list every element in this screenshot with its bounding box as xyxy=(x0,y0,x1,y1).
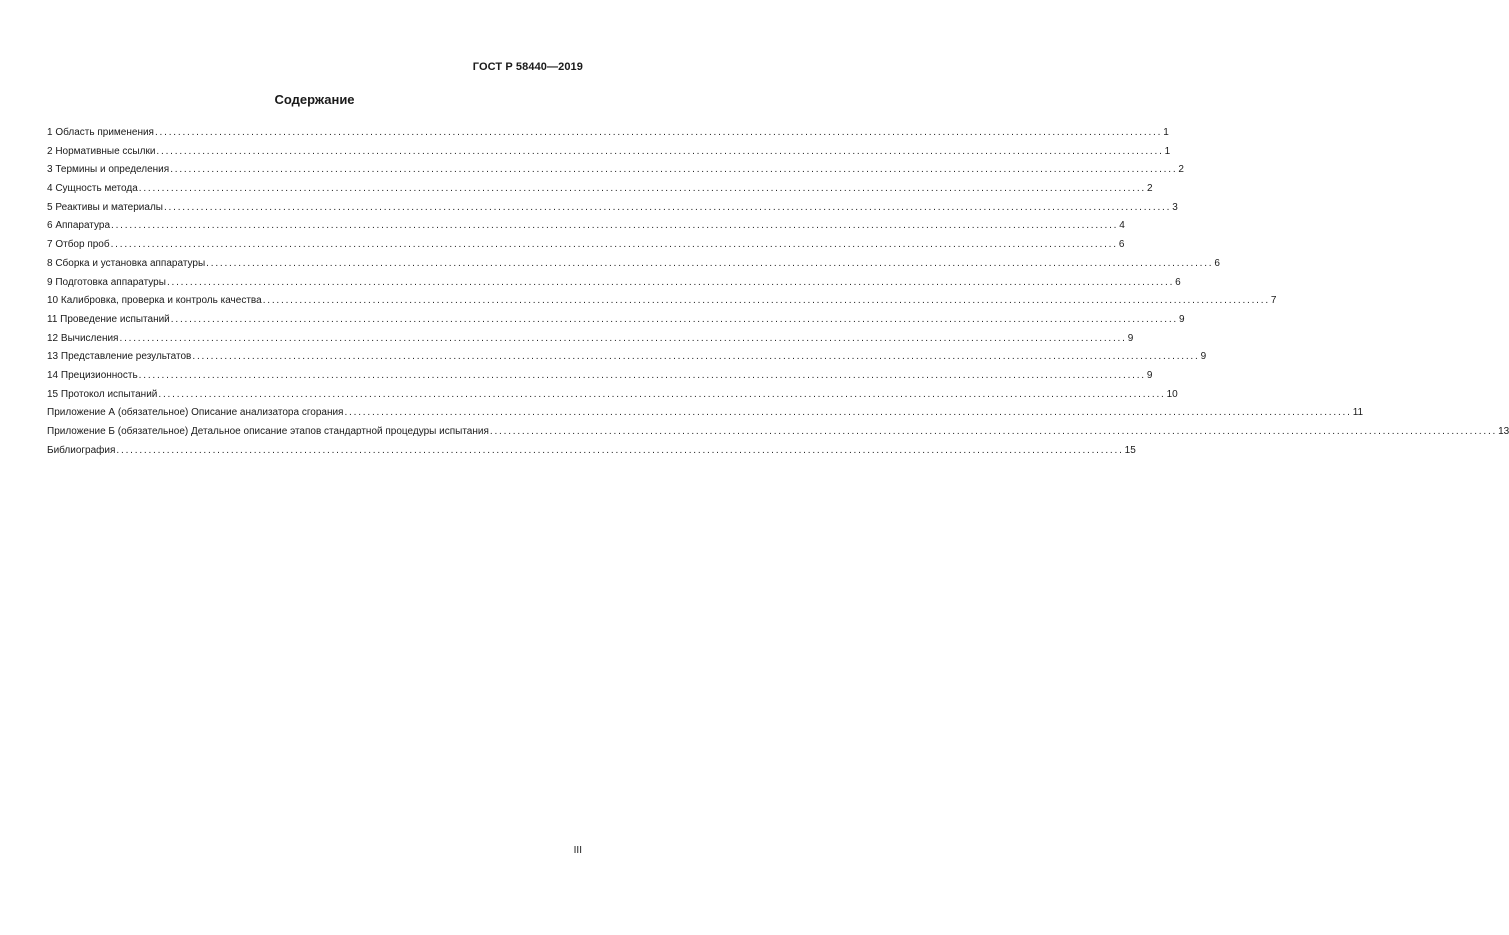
leader-dots: ............................................................................................................................................................................................................................ xyxy=(262,295,1270,307)
toc-entry-label: 5 Реактивы и материалы xyxy=(47,201,163,213)
toc-entry[interactable] xyxy=(47,444,1136,463)
toc-entry-page: 10 xyxy=(1166,388,1178,400)
toc-entry-page: 13 xyxy=(1498,426,1509,437)
toc-entry-page: 15 xyxy=(1124,444,1136,456)
toc-entry-label: 11 Проведение испытаний xyxy=(47,313,170,325)
toc-entry-label: 2 Нормативные ссылки xyxy=(47,145,156,157)
toc-entry-page: 11 xyxy=(1352,407,1364,419)
toc-entry-page: 9 xyxy=(1146,369,1153,381)
toc-entry-label: 10 Калибровка, проверка и контроль качества xyxy=(47,295,262,307)
page-number: III xyxy=(573,845,582,856)
toc-entry-label: 14 Прецизионность xyxy=(47,369,138,381)
table-of-contents xyxy=(47,126,1509,462)
toc-entry[interactable] xyxy=(47,163,1184,182)
toc-entry[interactable] xyxy=(47,406,1364,425)
toc-entry[interactable] xyxy=(47,313,1185,332)
toc-entry-page: 1 xyxy=(1164,145,1171,157)
toc-entry[interactable] xyxy=(47,425,1509,444)
leader-dots: ............................................................................................................................................................................................................................ xyxy=(192,351,1200,363)
leader-dots: ............................................................................................................................................................................................................................ xyxy=(166,276,1175,288)
toc-entry-page: 9 xyxy=(1200,351,1207,363)
toc-title: Содержание xyxy=(274,92,355,107)
toc-entry-label: 6 Аппаратура xyxy=(47,220,111,232)
toc-entry-page: 2 xyxy=(1147,183,1153,195)
toc-entry-label: 9 Подготовка аппаратуры xyxy=(47,276,166,288)
toc-entry-page: 9 xyxy=(1179,313,1185,325)
toc-entry-page: 9 xyxy=(1127,332,1134,344)
leader-dots: ............................................................................................................................................................................................................................ xyxy=(489,426,1498,437)
leader-dots: ............................................................................................................................................................................................................................ xyxy=(110,239,1118,251)
toc-entry-page: 7 xyxy=(1270,295,1277,307)
leader-dots: ............................................................................................................................................................................................................................ xyxy=(154,127,1163,138)
leader-dots: ............................................................................................................................................................................................................................ xyxy=(158,388,1166,400)
toc-entry-page: 2 xyxy=(1178,164,1184,176)
toc-entry[interactable] xyxy=(47,219,1125,238)
toc-entry[interactable] xyxy=(47,369,1153,388)
toc-entry[interactable] xyxy=(47,388,1178,407)
toc-entry-label: 7 Отбор проб xyxy=(47,239,110,251)
leader-dots: ............................................................................................................................................................................................................................ xyxy=(170,164,1178,176)
leader-dots: ............................................................................................................................................................................................................................ xyxy=(111,220,1119,232)
toc-entry-label: Приложение А (обязательное) Описание анализатора сгорания xyxy=(47,407,344,419)
document-code: ГОСТ Р 58440—2019 xyxy=(472,61,583,73)
leader-dots: ............................................................................................................................................................................................................................ xyxy=(163,201,1172,213)
toc-entry-page: 4 xyxy=(1119,220,1125,232)
toc-entry-label: 15 Протокол испытаний xyxy=(47,388,158,400)
toc-entry-label: 8 Сборка и установка аппаратуры xyxy=(47,257,206,269)
leader-dots: ............................................................................................................................................................................................................................ xyxy=(156,145,1164,157)
toc-entry-page: 1 xyxy=(1163,127,1169,138)
toc-entry-label: Приложение Б (обязательное) Детальное описание этапов стандартной процедуры испытания xyxy=(47,426,489,437)
toc-entry[interactable] xyxy=(47,201,1178,220)
toc-entry[interactable] xyxy=(47,145,1171,164)
toc-entry[interactable] xyxy=(47,126,1169,145)
leader-dots: ............................................................................................................................................................................................................................ xyxy=(119,332,1127,344)
toc-entry-page: 6 xyxy=(1214,257,1220,269)
toc-entry-page: 6 xyxy=(1175,276,1181,288)
leader-dots: ............................................................................................................................................................................................................................ xyxy=(138,369,1146,381)
toc-entry-label: 3 Термины и определения xyxy=(47,164,170,176)
toc-entry[interactable] xyxy=(47,332,1134,351)
leader-dots: ............................................................................................................................................................................................................................ xyxy=(138,183,1146,195)
toc-entry-page: 3 xyxy=(1172,201,1178,213)
toc-entry-label: Библиография xyxy=(47,444,116,456)
toc-entry[interactable] xyxy=(47,276,1181,295)
toc-entry-label: 4 Сущность метода xyxy=(47,183,138,195)
toc-entry-page: 6 xyxy=(1118,239,1125,251)
leader-dots: ............................................................................................................................................................................................................................ xyxy=(116,444,1124,456)
toc-entry[interactable] xyxy=(47,238,1125,257)
leader-dots: ............................................................................................................................................................................................................................ xyxy=(206,257,1214,269)
toc-entry-label: 1 Область применения xyxy=(47,127,154,138)
leader-dots: ............................................................................................................................................................................................................................ xyxy=(344,407,1352,419)
toc-entry[interactable] xyxy=(47,294,1277,313)
toc-entry[interactable] xyxy=(47,350,1207,369)
toc-entry-label: 12 Вычисления xyxy=(47,332,119,344)
toc-entry[interactable] xyxy=(47,182,1153,201)
leader-dots: ............................................................................................................................................................................................................................ xyxy=(170,313,1179,325)
toc-entry-label: 13 Представление результатов xyxy=(47,351,192,363)
toc-entry[interactable] xyxy=(47,257,1220,276)
